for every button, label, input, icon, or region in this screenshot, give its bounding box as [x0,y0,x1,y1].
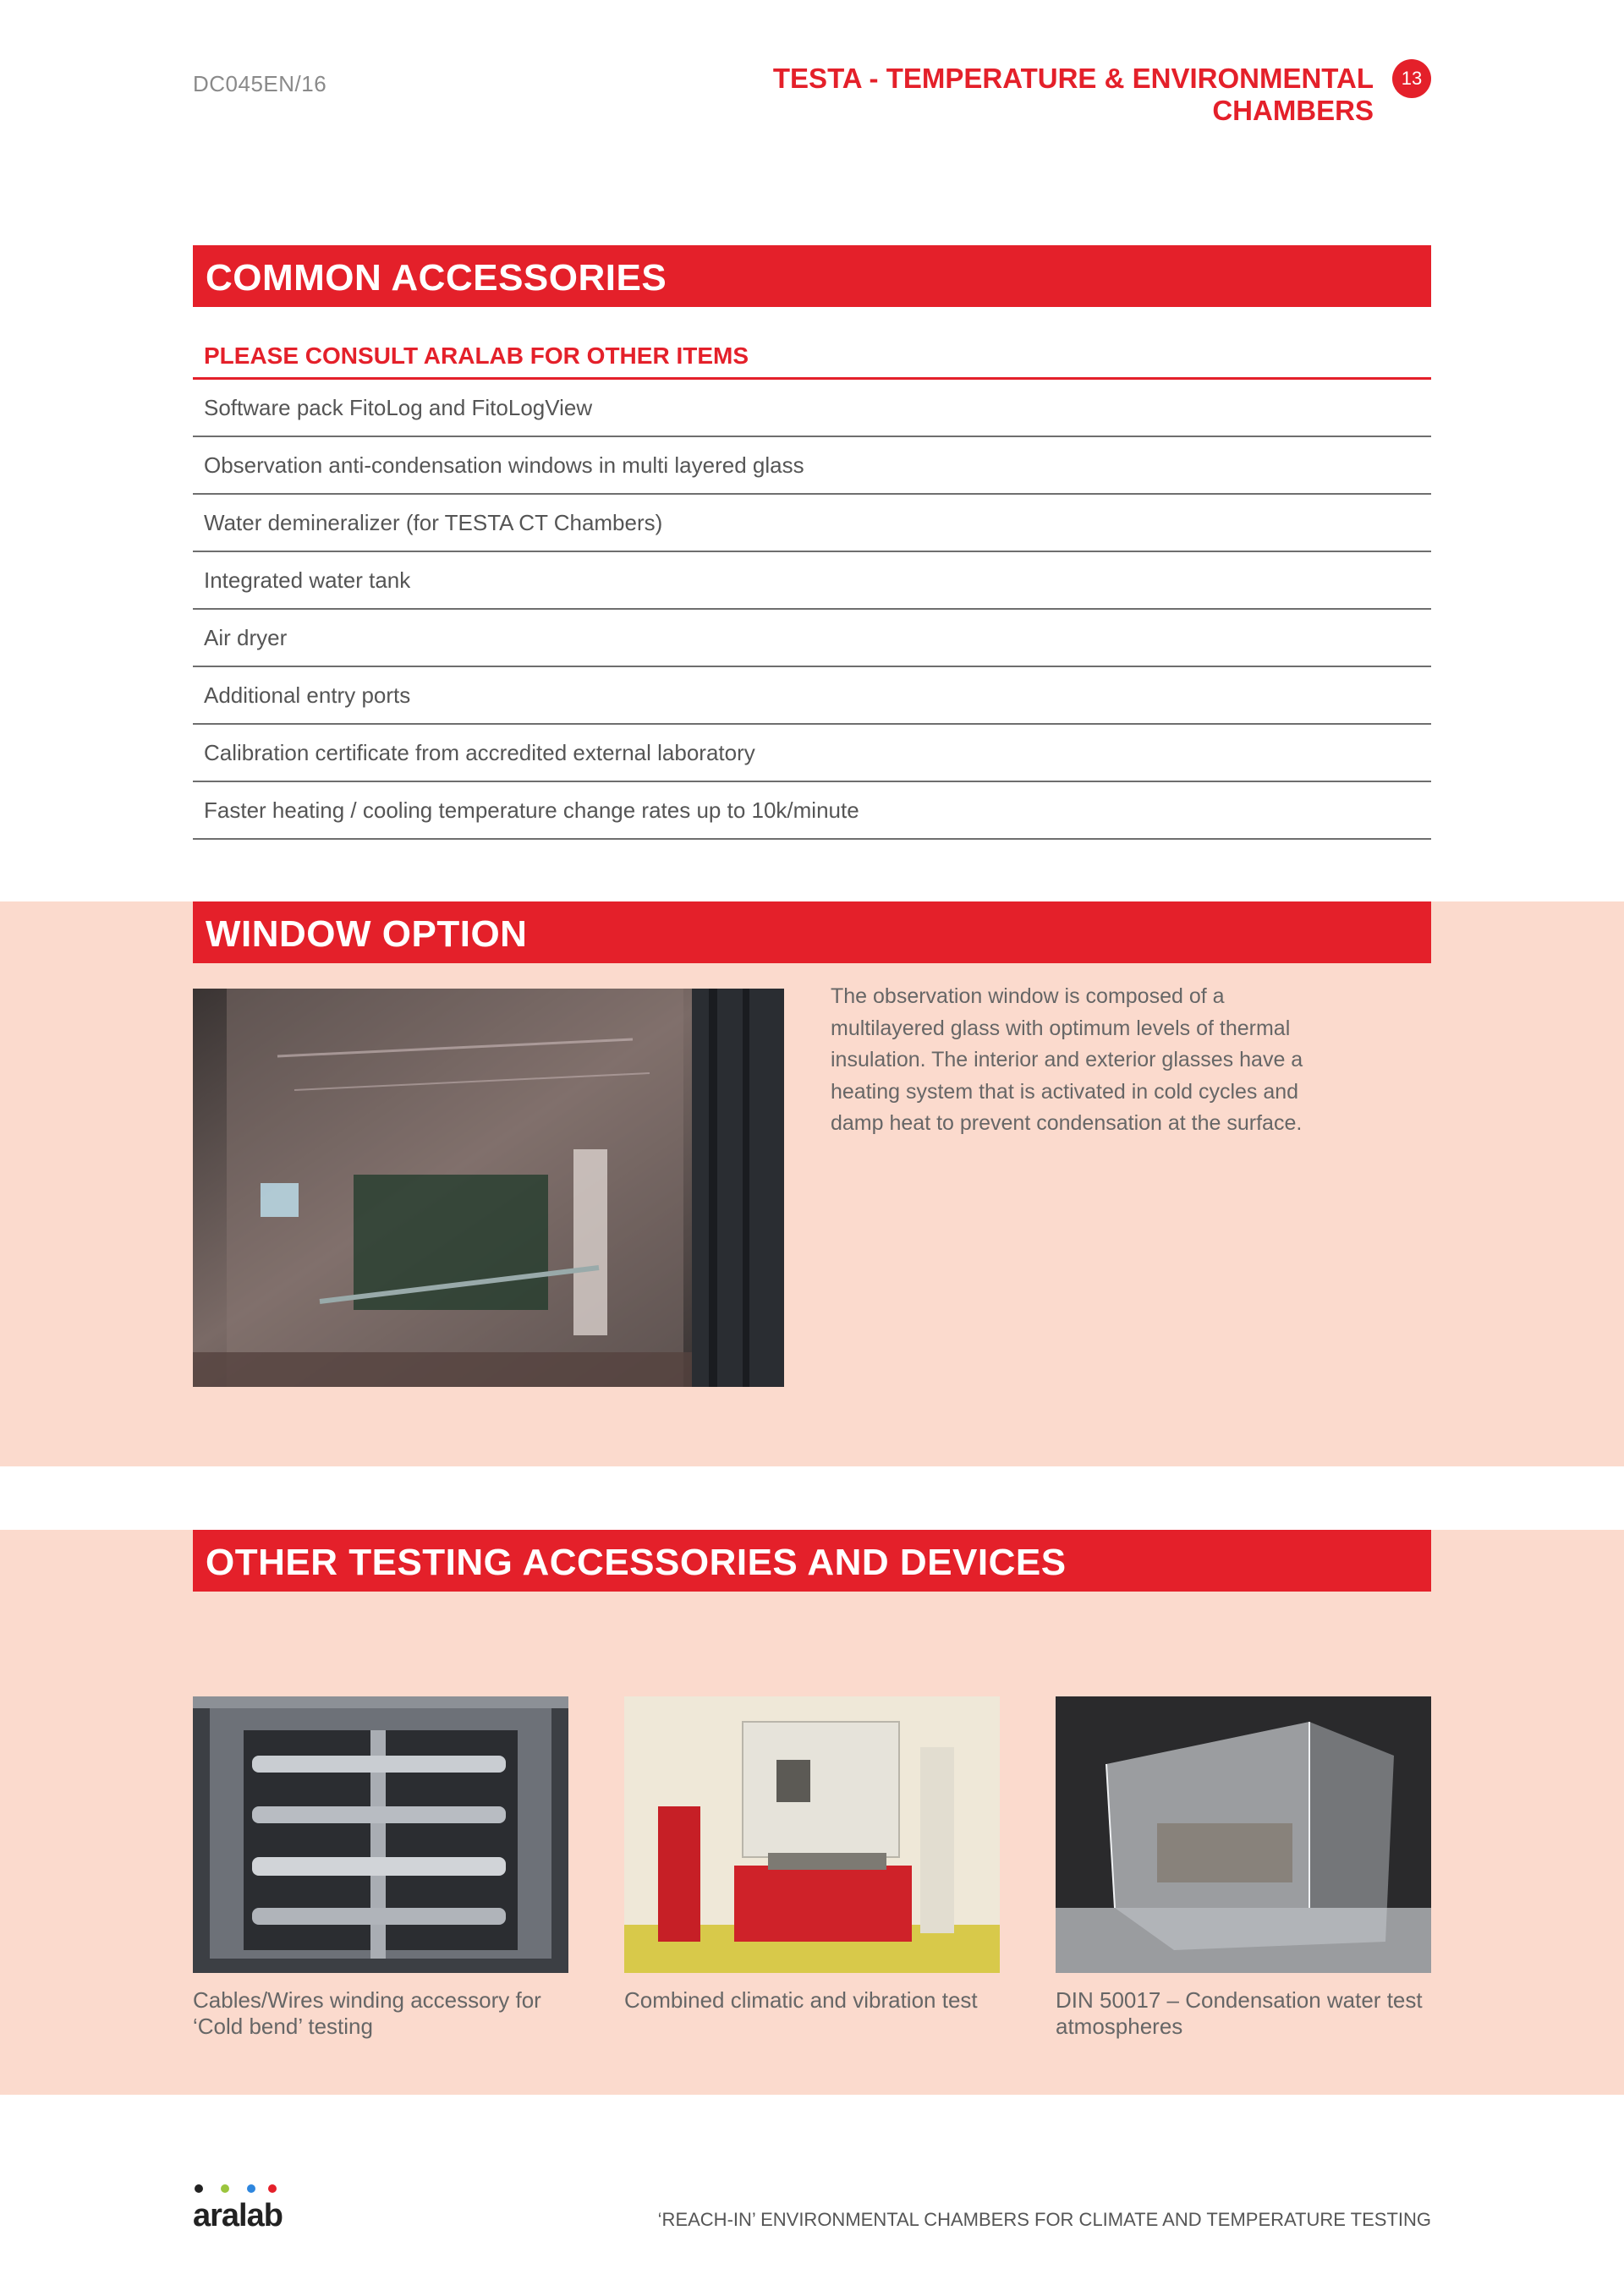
document-title: TESTA - TEMPERATURE & ENVIRONMENTAL CHAMBERS [772,63,1374,126]
accessories-subheading: PLEASE CONSULT ARALAB FOR OTHER ITEMS [204,342,749,369]
climatic-vibration-caption: Combined climatic and vibration test [624,1987,978,2013]
page-number-badge: 13 [1392,59,1431,98]
list-item: Water demineralizer (for TESTA CT Chambers) [193,495,1431,552]
cable-winding-photo [193,1696,568,1973]
list-item: Additional entry ports [193,667,1431,725]
logo-wordmark: aralab [193,2198,283,2233]
document-code: DC045EN/16 [193,71,327,96]
window-photo [193,989,784,1387]
footer-tagline: ‘REACH-IN’ ENVIRONMENTAL CHAMBERS FOR CLIMATE AND TEMPERATURE TESTING [657,2209,1431,2230]
common-accessories-heading: COMMON ACCESSORIES [193,245,1431,307]
condensation-water-caption: DIN 50017 – Condensation water test atmospheres [1056,1987,1423,2039]
list-item: Software pack FitoLog and FitoLogView [193,380,1431,437]
list-item: Integrated water tank [193,552,1431,610]
list-item: Calibration certificate from accredited external laboratory [193,725,1431,782]
aralab-logo [193,2184,294,2235]
accessories-list [193,380,1431,840]
window-option-description: The observation window is composed of a multilayered glass with optimum levels of thermal insulation. The interior and exterior glasses have a heating system that is activated in cold cycles and damp heat to prevent condensation at the surface. [831,984,1303,1135]
list-item: Faster heating / cooling temperature change rates up to 10k/minute [193,782,1431,840]
other-accessories-heading: OTHER TESTING ACCESSORIES AND DEVICES [193,1530,1431,1592]
cable-winding-caption: Cables/Wires winding accessory for ‘Cold bend’ testing [193,1987,541,2039]
list-item: Observation anti-condensation windows in multi layered glass [193,437,1431,495]
list-item: Air dryer [193,610,1431,667]
condensation-water-photo [1056,1696,1431,1973]
window-option-heading: WINDOW OPTION [193,901,1431,963]
climatic-vibration-photo [624,1696,1000,1973]
